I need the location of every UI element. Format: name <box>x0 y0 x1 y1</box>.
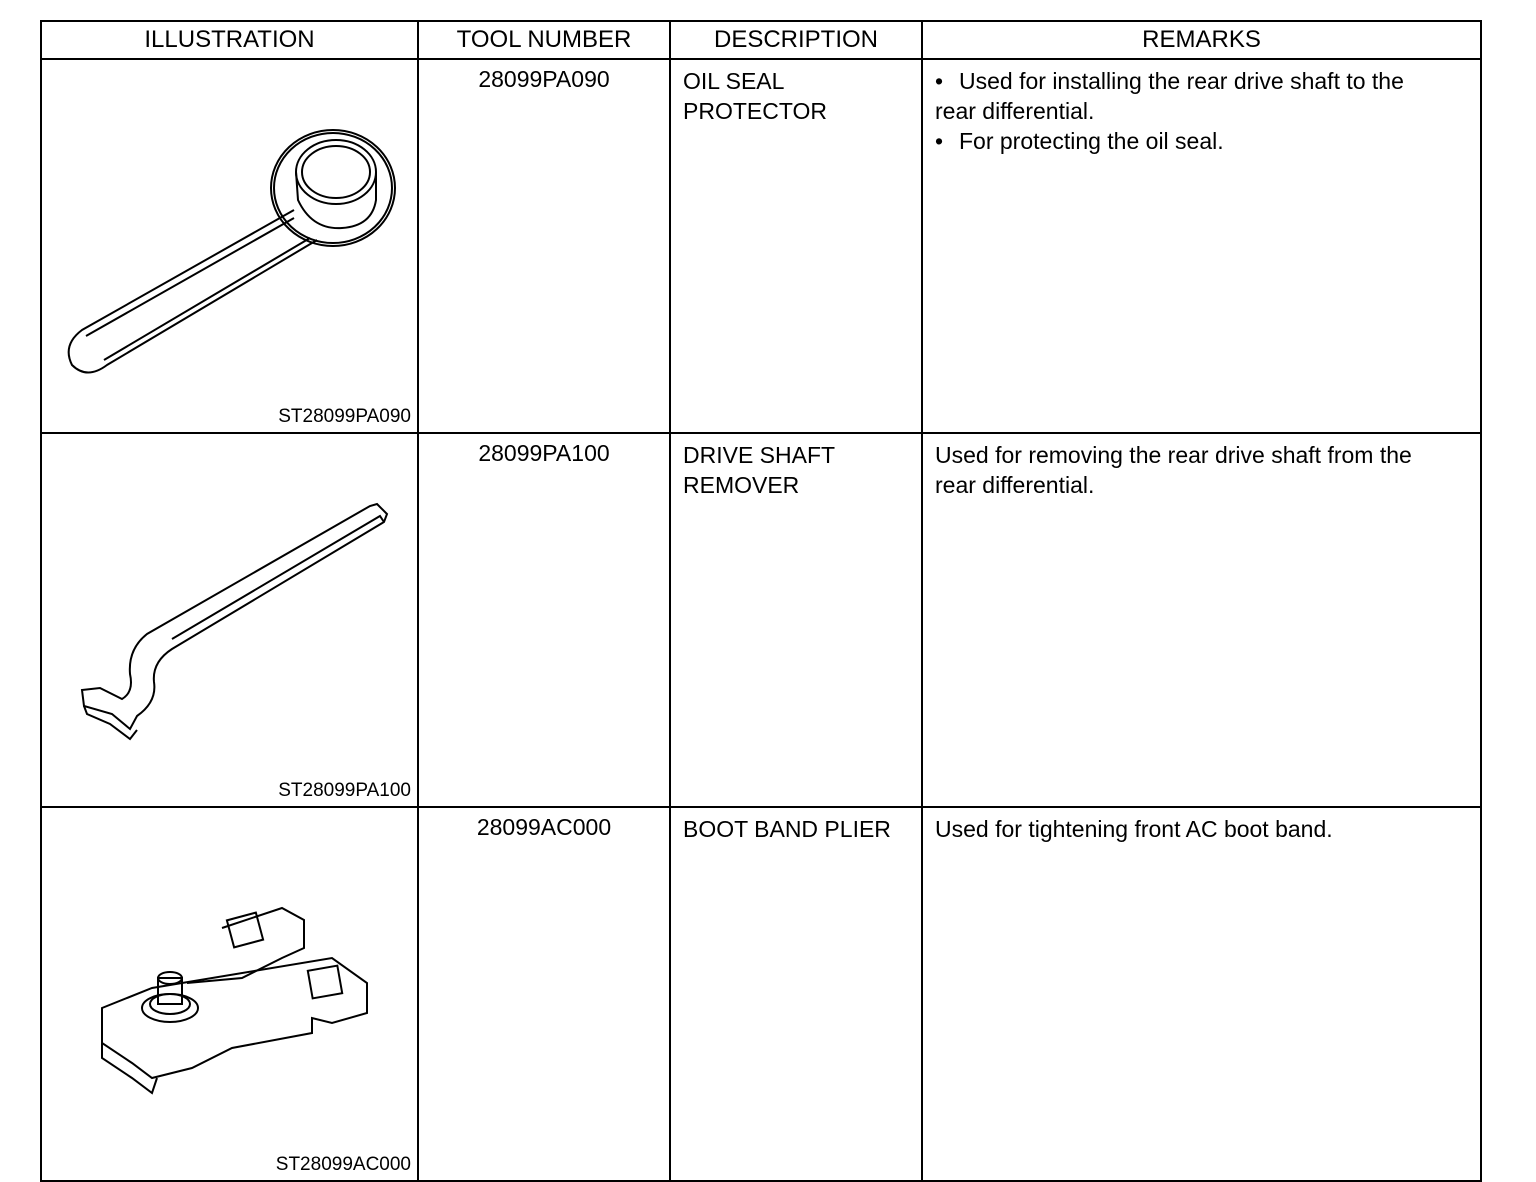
illustration-cell <box>41 807 418 1181</box>
oil-seal-protector-illustration <box>42 60 417 426</box>
special-tools-table <box>40 20 1482 1182</box>
remark-text: For protecting the oil seal. <box>959 128 1224 154</box>
tool-number: 28099PA100 <box>418 433 670 807</box>
description <box>670 59 922 433</box>
header-description: DESCRIPTION <box>670 21 922 59</box>
description <box>670 807 922 1181</box>
description-line: REMOVER <box>683 472 800 498</box>
bullet: • <box>935 128 944 154</box>
tool-number: 28099PA090 <box>418 59 670 433</box>
remark-item <box>935 126 1470 156</box>
remark-text: Used for installing the rear drive shaft to the <box>959 68 1404 94</box>
tool-number: 28099AC000 <box>418 807 670 1181</box>
illustration-label: ST28099AC000 <box>275 1154 411 1175</box>
illustration-cell <box>41 59 418 433</box>
remarks <box>922 807 1481 1181</box>
remark-text: Used for tightening front AC boot band. <box>935 816 1333 842</box>
description-line: BOOT BAND PLIER <box>683 816 891 842</box>
remarks <box>922 59 1481 433</box>
remarks <box>922 433 1481 807</box>
remark-item <box>935 66 1470 126</box>
description-line: DRIVE SHAFT <box>683 442 836 468</box>
bullet: • <box>935 68 944 94</box>
remark-text: rear differential. <box>935 472 1095 498</box>
description-line: PROTECTOR <box>683 98 827 124</box>
header-illustration: ILLUSTRATION <box>41 21 418 59</box>
header-remarks: REMARKS <box>922 21 1481 59</box>
description <box>670 433 922 807</box>
description-line: OIL SEAL <box>683 68 785 94</box>
illustration-label: ST28099PA100 <box>278 780 411 801</box>
header-tool-number: TOOL NUMBER <box>418 21 670 59</box>
illustration-label: ST28099PA090 <box>278 406 411 427</box>
header-row <box>41 21 1481 59</box>
table-row <box>41 433 1481 807</box>
illustration-cell <box>41 433 418 807</box>
table-row <box>41 807 1481 1181</box>
remark-text: Used for removing the rear drive shaft from the <box>935 442 1412 468</box>
boot-band-plier-illustration <box>42 808 417 1174</box>
drive-shaft-remover-illustration <box>42 434 417 800</box>
remark-text: rear differential. <box>935 98 1095 124</box>
table-row <box>41 59 1481 433</box>
